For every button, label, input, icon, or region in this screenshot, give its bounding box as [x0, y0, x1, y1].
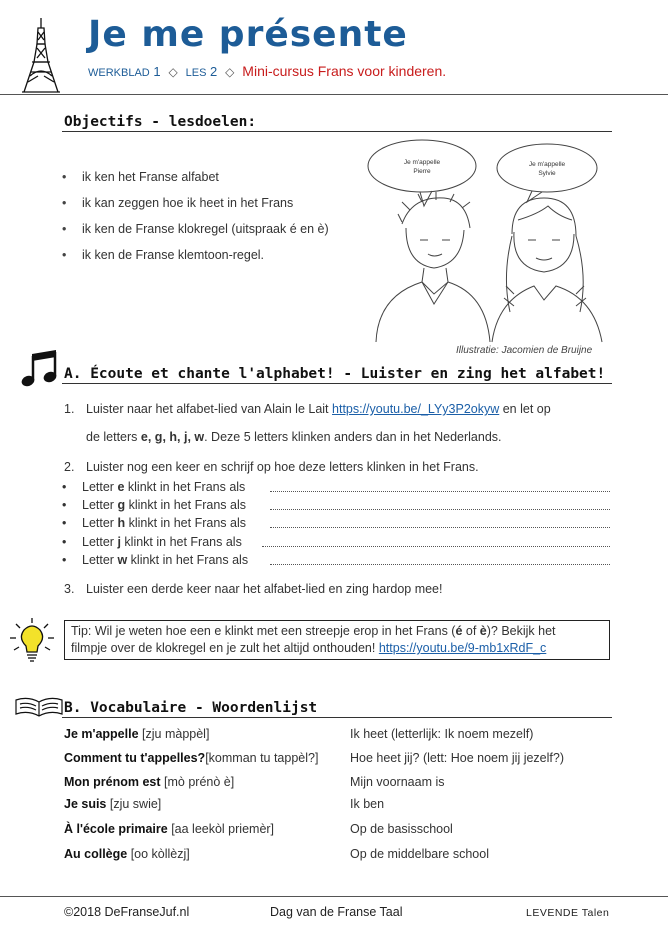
objectives-heading: Objectifs - lesdoelen:	[64, 114, 257, 130]
bubble-left-line1: Je m'appelle	[403, 159, 441, 166]
music-notes-icon	[20, 350, 60, 388]
tip-line2: filmpje over de klokregel en je zult het altijd onthouden! https://youtu.be/9-mb1xRdF_c	[71, 641, 547, 655]
list-item: • ik ken de Franse klemtoon-regel.	[62, 248, 265, 262]
objectives-rule	[62, 131, 612, 132]
instruction-1: 1. Luister naar het alfabet-lied van Alain le Lait https://youtu.be/_LYy3P2okyw en let op	[64, 402, 551, 416]
section-b-heading: B. Vocabulaire - Woordenlijst	[64, 700, 318, 716]
tip-box	[64, 620, 610, 660]
footer-copyright: ©2018 DeFranseJuf.nl	[64, 905, 190, 919]
instruction-3: 3. Luister een derde keer naar het alfabet-lied en zing hardop mee!	[64, 582, 443, 596]
answer-line-j[interactable]	[262, 546, 610, 547]
list-item: • ik kan zeggen hoe ik heet in het Frans	[62, 196, 294, 210]
answer-line-e[interactable]	[270, 491, 610, 492]
footer-divider	[0, 896, 668, 897]
klokregel-video-link[interactable]: https://youtu.be/9-mb1xRdF_c	[378, 641, 547, 655]
lesson-label: LES 2	[185, 64, 218, 79]
instruction-1-line2: de letters e, g, h, j, w. Deze 5 letters klinken anders dan in het Nederlands.	[86, 430, 502, 444]
section-a-rule	[62, 383, 612, 384]
children-illustration	[362, 136, 612, 344]
list-item: • ik ken de Franse klokregel (uitspraak é en è)	[62, 222, 329, 236]
tip-line1: Tip: Wil je weten hoe een e klinkt met een streepje erop in het Frans (é of è)? Bekijk het	[71, 624, 556, 638]
bubble-right-line2: Sylvie	[538, 170, 556, 177]
footer-right: LEVENDE Talen	[526, 907, 610, 919]
answer-line-g[interactable]	[270, 509, 610, 510]
worksheet-label: WERKBLAD 1	[88, 64, 161, 79]
answer-line-h[interactable]	[270, 527, 610, 528]
letter-row-e: • Letter e klinkt in het Frans als	[62, 480, 246, 494]
letter-row-h: • Letter h klinkt in het Frans als	[62, 516, 246, 530]
eiffel-tower-icon	[18, 16, 64, 94]
instruction-2: 2. Luister nog een keer en schrijf op hoe deze letters klinken in het Frans.	[64, 460, 479, 474]
separator-diamond: ◇	[225, 65, 235, 79]
section-b-rule	[62, 717, 612, 718]
course-name: Mini-cursus Frans voor kinderen.	[242, 63, 447, 79]
objectives-list	[62, 170, 329, 274]
list-item: • ik ken het Franse alfabet	[62, 170, 219, 184]
section-a-heading: A. Écoute et chante l'alphabet! - Luister en zing het alfabet!	[64, 366, 606, 382]
alphabet-song-link[interactable]: https://youtu.be/_LYy3P2okyw	[332, 402, 500, 416]
page-title: Je me présente	[88, 14, 408, 55]
header-divider	[0, 94, 668, 95]
separator-diamond: ◇	[168, 65, 178, 79]
bubble-left-line2: Pierre	[413, 168, 431, 175]
answer-line-w[interactable]	[270, 564, 610, 565]
letter-row-j: • Letter j klinkt in het Frans als	[62, 535, 242, 549]
letter-row-w: • Letter w klinkt in het Frans als	[62, 553, 249, 567]
bubble-right-line1: Je m'appelle	[528, 161, 566, 168]
letter-row-g: • Letter g klinkt in het Frans als	[62, 498, 246, 512]
subtitle	[88, 63, 446, 79]
footer-center: Dag van de Franse Taal	[270, 905, 403, 919]
lightbulb-icon	[8, 616, 60, 666]
illustration-credit: Illustratie: Jacomien de Bruijne	[456, 345, 593, 356]
open-book-icon	[14, 696, 64, 718]
